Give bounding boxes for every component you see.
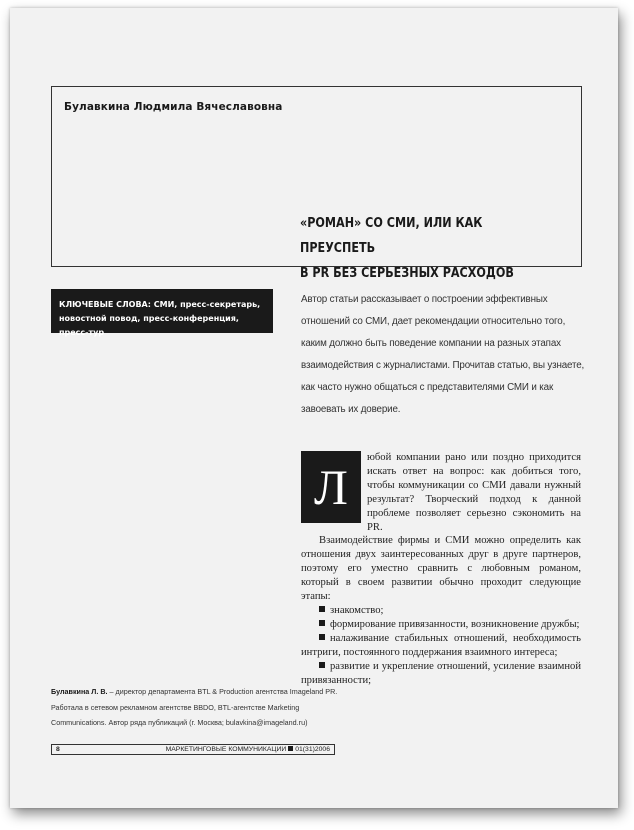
journal-info <box>166 745 330 754</box>
page-number: 8 <box>56 746 60 753</box>
drop-cap: Л <box>301 451 361 523</box>
square-bullet-icon <box>319 662 325 668</box>
journal-name: МАРКЕТИНГОВЫЕ КОММУНИКАЦИИ <box>165 746 287 753</box>
body-paragraph-1: юбой компании рано или поздно приходится искать ответ на вопрос: как добиться того, чтобы коммуникации со СМИ давали нужный результат? Творческий подход к данной проблеме позволяет серьезно сэкономить на PR. <box>367 452 581 533</box>
keywords-box <box>51 289 273 337</box>
bio-text: – директор департамента BTL & Production агентства Imageland PR. Работала в сетевом рекламном агентстве BBDO, BTL-агентстве Marketing Communications. Автор ряда публикаций (г. Москва; bulavkina@imageland.ru) <box>51 687 338 727</box>
author-name: Булавкина Людмила Вячеславовна <box>64 101 283 113</box>
author-bio <box>51 684 341 731</box>
body-paragraph-2: Взаимодействие фирмы и СМИ можно определить как отношения двух заинтересованных друг в друге партнеров, поэтому его уместно сравнить с любовным романом, который в своем развитии обычно проходит следующие этапы: <box>301 535 581 603</box>
list-item: налаживание стабильных отношений, необходимость интриги, постоянного поддержания взаимного интереса; <box>301 632 581 658</box>
keywords-text: СМИ, пресс-секретарь, новостной повод, пресс-конференция, пресс-тур <box>59 300 261 337</box>
article-title <box>300 211 532 286</box>
page-footer <box>51 744 335 755</box>
keywords-label: КЛЮЧЕВЫЕ СЛОВА: <box>59 300 151 309</box>
magazine-page <box>10 8 618 808</box>
square-bullet-icon <box>319 620 325 626</box>
square-bullet-icon <box>319 606 325 612</box>
list-item: знакомство; <box>301 604 581 618</box>
list-item: формирование привязанности, возникновение дружбы; <box>301 618 581 632</box>
article-abstract: Автор статьи рассказывает о построении эффективных отношений со СМИ, дает рекомендации относительно того, каким должно быть поведение компании на разных этапах взаимодействия с журналистами. Прочитав статью, вы узнаете, как часто нужно общаться с представителями СМИ и как завоевать их доверие. <box>301 294 585 415</box>
square-bullet-icon <box>319 634 325 640</box>
journal-issue: 01(31)2006 <box>295 746 330 753</box>
title-line-2: В PR БЕЗ СЕРЬЕЗНЫХ РАСХОДОВ <box>300 266 514 281</box>
list-item: развитие и укрепление отношений, усиление взаимной привязанности; <box>301 660 581 686</box>
article-body <box>301 451 581 687</box>
title-line-1: «РОМАН» СО СМИ, ИЛИ КАК ПРЕУСПЕТЬ <box>300 216 483 256</box>
article-header-box <box>51 86 582 281</box>
bio-name: Булавкина Л. В. <box>51 687 108 696</box>
square-separator-icon <box>288 746 293 751</box>
